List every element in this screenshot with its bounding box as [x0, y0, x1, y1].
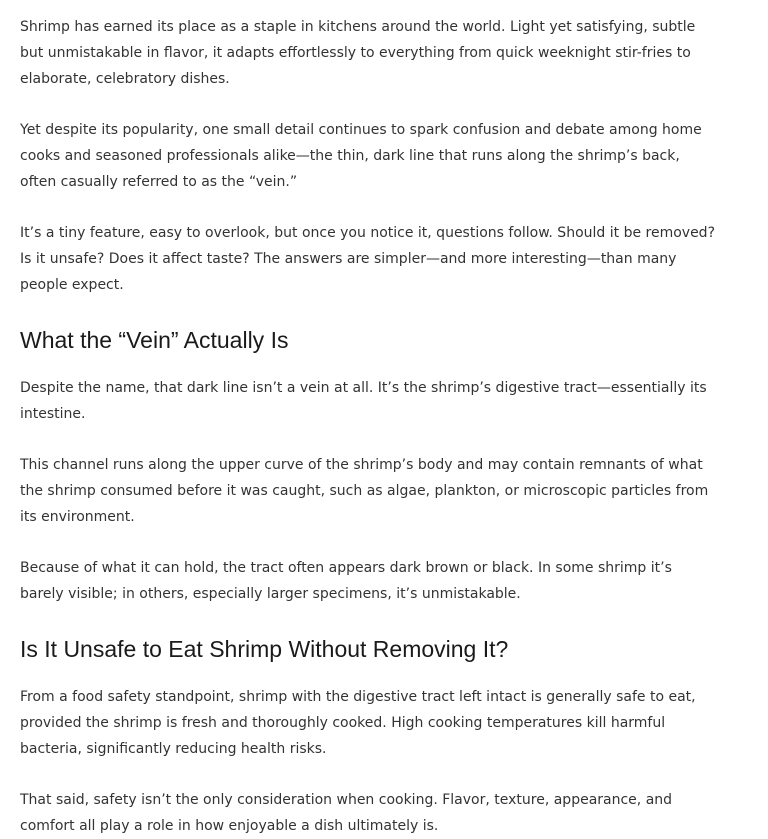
intro-paragraph-1: Shrimp has earned its place as a staple in kitchens around the world. Light yet satisfying, subtle but unmistakable in flavor, it adapts effortlessly to everything from quick weeknight stir-fries to elaborate, celebratory dishes. [20, 19, 696, 87]
intro-paragraph-3: It’s a tiny feature, easy to overlook, but once you notice it, questions follow. Should it be removed? Is it unsafe? Does it affect taste? The answers are simpler—and more interesting—than many people expect. [20, 225, 715, 293]
section1-paragraph-2: This channel runs along the upper curve of the shrimp’s body and may contain remnants of what the shrimp consumed before it was caught, such as algae, plankton, or microscopic particles from its environment. [20, 457, 709, 525]
section1-paragraph-3: Because of what it can hold, the tract often appears dark brown or black. In some shrimp it’s barely visible; in others, especially larger specimens, it’s unmistakable. [20, 560, 672, 602]
intro-paragraph-2: Yet despite its popularity, one small detail continues to spark confusion and debate among home cooks and seasoned professionals alike—the thin, dark line that runs along the shrimp’s back, often casually referred to as the “vein.” [20, 122, 702, 190]
section-heading-is-it-unsafe: Is It Unsafe to Eat Shrimp Without Removing It? [20, 636, 509, 662]
section-heading-what-the-vein-is: What the “Vein” Actually Is [20, 327, 289, 353]
section1-paragraph-1: Despite the name, that dark line isn’t a vein at all. It’s the shrimp’s digestive tract—essentially its intestine. [20, 380, 707, 422]
section2-paragraph-1: From a food safety standpoint, shrimp with the digestive tract left intact is generally safe to eat, provided the shrimp is fresh and thoroughly cooked. High cooking temperatures kill harmful bacteria, significantly reducing health risks. [20, 689, 696, 757]
section2-paragraph-2: That said, safety isn’t the only consideration when cooking. Flavor, texture, appearance, and comfort all play a role in how enjoyable a dish ultimately is. [20, 792, 673, 834]
